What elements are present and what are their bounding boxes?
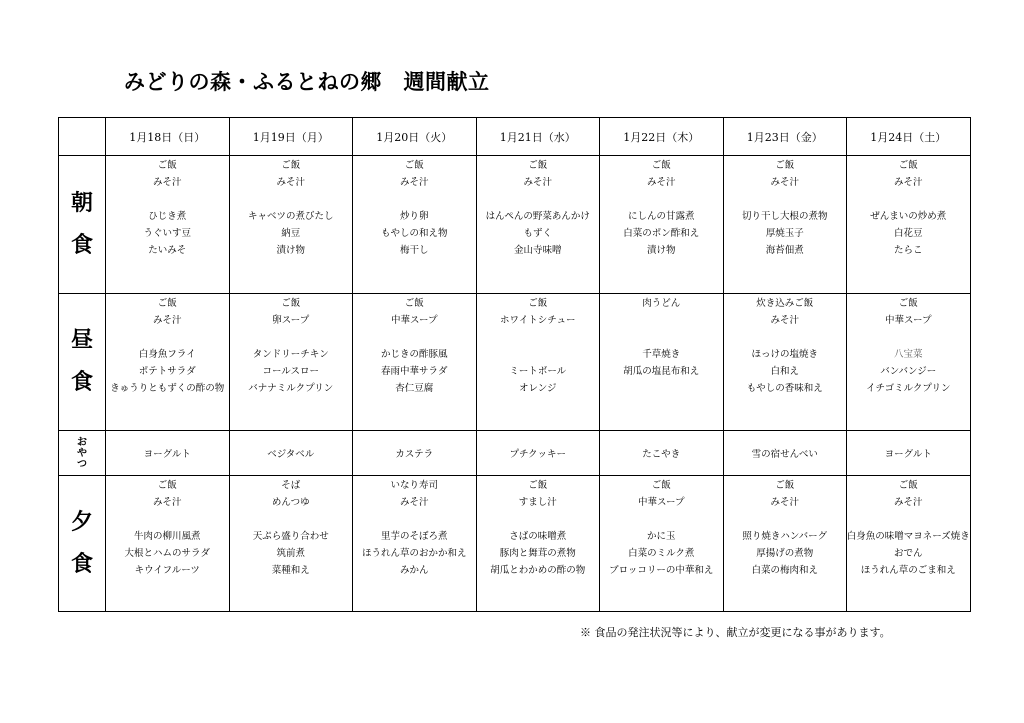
dinner-label-char: 夕 bbox=[70, 508, 93, 535]
day-header: 1月24日（土） bbox=[847, 118, 971, 156]
menu-item: ほうれん草のおかか和え bbox=[361, 548, 467, 559]
menu-item: みそ汁 bbox=[399, 177, 429, 188]
snack-cell: ヨーグルト bbox=[106, 431, 230, 476]
menu-item: ご飯 bbox=[157, 298, 177, 309]
menu-item: 炒り卵 bbox=[399, 211, 429, 222]
menu-item: にしんの甘露煮 bbox=[627, 211, 695, 222]
day-header: 1月23日（金） bbox=[723, 118, 847, 156]
menu-item: 胡瓜の塩昆布和え bbox=[623, 366, 700, 377]
menu-item: ぜんまいの炒め煮 bbox=[870, 211, 947, 222]
menu-item: ご飯 bbox=[898, 298, 918, 309]
menu-item: ホワイトシチュー bbox=[500, 315, 576, 326]
menu-item: 天ぷら盛り合わせ bbox=[252, 531, 329, 542]
menu-item: 納豆 bbox=[281, 228, 301, 239]
menu-item: ご飯 bbox=[157, 480, 177, 491]
menu-item: 杏仁豆腐 bbox=[395, 383, 434, 394]
menu-item: もやしの和え物 bbox=[380, 228, 448, 239]
menu-item: ご飯 bbox=[775, 480, 795, 491]
menu-item: ご飯 bbox=[651, 160, 671, 171]
menu-item: みそ汁 bbox=[893, 177, 923, 188]
menu-item: 切り干し大根の煮物 bbox=[741, 211, 828, 222]
breakfast-cell bbox=[600, 156, 724, 294]
breakfast-label bbox=[59, 156, 106, 294]
dinner-cell bbox=[106, 476, 230, 612]
menu-item: ご飯 bbox=[528, 480, 548, 491]
menu-item: 千草焼き bbox=[642, 349, 681, 360]
breakfast-cell bbox=[229, 156, 353, 294]
menu-item: ほうれん草のごま和え bbox=[860, 565, 956, 576]
menu-item: いなり寿司 bbox=[390, 480, 438, 491]
menu-item: 厚揚げの煮物 bbox=[756, 548, 814, 559]
menu-item: ポテトサラダ bbox=[138, 366, 196, 377]
menu-item: みそ汁 bbox=[646, 177, 676, 188]
menu-item: みそ汁 bbox=[152, 315, 182, 326]
menu-item: 肉うどん bbox=[642, 298, 681, 309]
menu-item: 白花豆 bbox=[893, 228, 923, 239]
menu-item: 白菜の梅肉和え bbox=[751, 565, 818, 576]
menu-item: 胡瓜とわかめの酢の物 bbox=[490, 565, 586, 576]
menu-item: きゅうりともずくの酢の物 bbox=[110, 383, 225, 394]
menu-item: ご飯 bbox=[404, 298, 424, 309]
lunch-cell bbox=[723, 294, 847, 431]
menu-item: すまし汁 bbox=[518, 497, 557, 508]
menu-item: みそ汁 bbox=[893, 497, 923, 508]
menu-item: はんぺんの野菜あんかけ bbox=[485, 211, 590, 222]
page-title: みどりの森・ふるとねの郷 週間献立 bbox=[124, 69, 490, 94]
breakfast-cell bbox=[476, 156, 600, 294]
day-header: 1月22日（木） bbox=[600, 118, 724, 156]
menu-item: たいみそ bbox=[148, 245, 187, 256]
lunch-cell bbox=[476, 294, 600, 431]
menu-item: 炊き込みご飯 bbox=[756, 298, 814, 309]
menu-item: キウイフルーツ bbox=[134, 565, 200, 576]
menu-item: ブロッコリーの中華和え bbox=[609, 565, 714, 576]
menu-item: 白菜のポン酢和え bbox=[623, 228, 700, 239]
menu-item: もやしの香味和え bbox=[746, 383, 823, 394]
menu-item: キャベツの煮びたし bbox=[247, 211, 334, 222]
dinner-cell bbox=[847, 476, 971, 612]
snack-cell: ヨーグルト bbox=[847, 431, 971, 476]
menu-item: ご飯 bbox=[404, 160, 424, 171]
menu-item: 春雨中華サラダ bbox=[381, 366, 448, 377]
menu-item: ミートボール bbox=[509, 366, 567, 377]
breakfast-cell bbox=[106, 156, 230, 294]
lunch-cell bbox=[600, 294, 724, 431]
snack-cell: たこやき bbox=[600, 431, 724, 476]
menu-item: みそ汁 bbox=[276, 177, 305, 188]
menu-item: ご飯 bbox=[528, 160, 548, 171]
menu-item: そば bbox=[281, 480, 301, 491]
menu-item: かじきの酢豚風 bbox=[380, 349, 448, 360]
menu-item: ご飯 bbox=[281, 160, 301, 171]
snack-label-char: つ bbox=[77, 458, 87, 470]
day-header: 1月19日（月） bbox=[229, 118, 353, 156]
menu-item: みそ汁 bbox=[399, 497, 429, 508]
dinner-cell bbox=[353, 476, 477, 612]
snack-label bbox=[59, 431, 106, 476]
dinner-label bbox=[59, 476, 106, 612]
day-header: 1月18日（日） bbox=[106, 118, 230, 156]
menu-item: 厚焼玉子 bbox=[765, 228, 804, 239]
menu-item: 中華スープ bbox=[637, 497, 685, 508]
menu-item: みそ汁 bbox=[770, 315, 799, 326]
menu-item: みそ汁 bbox=[770, 497, 799, 508]
menu-item: ひじき煮 bbox=[148, 211, 187, 222]
menu-item: たらこ bbox=[893, 245, 923, 256]
menu-item: タンドリーチキン bbox=[252, 349, 329, 360]
lunch-cell bbox=[229, 294, 353, 431]
menu-item: ご飯 bbox=[775, 160, 795, 171]
snack-label-char: お bbox=[77, 436, 87, 448]
menu-item: バンバンジー bbox=[880, 366, 937, 377]
menu-item: バナナミルクプリン bbox=[248, 383, 334, 394]
menu-item: 照り焼きハンバーグ bbox=[742, 531, 828, 542]
menu-item: かに玉 bbox=[646, 531, 676, 542]
menu-item: 海苔佃煮 bbox=[765, 245, 804, 256]
dinner-cell bbox=[229, 476, 353, 612]
menu-item: みそ汁 bbox=[152, 177, 182, 188]
change-notice: ※ 食品の発注状況等により、献立が変更になる事があります。 bbox=[580, 626, 891, 639]
menu-item: コールスロー bbox=[262, 366, 320, 377]
dinner-cell bbox=[476, 476, 600, 612]
menu-item: ほっけの塩焼き bbox=[751, 349, 818, 360]
day-header: 1月21日（水） bbox=[476, 118, 600, 156]
breakfast-row bbox=[59, 156, 971, 294]
menu-item: みそ汁 bbox=[770, 177, 799, 188]
menu-item: もずく bbox=[523, 228, 552, 239]
menu-item: ご飯 bbox=[898, 160, 918, 171]
menu-item: 豚肉と舞茸の煮物 bbox=[499, 548, 576, 559]
breakfast-cell bbox=[847, 156, 971, 294]
menu-item: ご飯 bbox=[528, 298, 548, 309]
menu-item: 漬け物 bbox=[276, 245, 305, 256]
menu-item: 白身魚フライ bbox=[138, 349, 196, 360]
menu-item: おでん bbox=[894, 548, 923, 559]
menu-item: さばの味噌煮 bbox=[509, 531, 567, 542]
dinner-cell bbox=[600, 476, 724, 612]
menu-item: めんつゆ bbox=[271, 497, 310, 508]
menu-item: 梅干し bbox=[399, 245, 429, 256]
menu-item: 金山寺味噌 bbox=[513, 245, 562, 256]
menu-item: 卵スープ bbox=[272, 315, 310, 326]
day-header-row bbox=[59, 118, 971, 156]
lunch-label-char: 昼 bbox=[70, 327, 93, 354]
breakfast-cell bbox=[353, 156, 477, 294]
day-header: 1月20日（火） bbox=[353, 118, 477, 156]
lunch-cell bbox=[106, 294, 230, 431]
menu-item: 漬け物 bbox=[646, 245, 676, 256]
menu-item: 白和え bbox=[770, 366, 799, 377]
weekly-menu-table bbox=[58, 117, 971, 612]
menu-item: 白菜のミルク煮 bbox=[628, 548, 695, 559]
lunch-row bbox=[59, 294, 971, 431]
snack-cell: カステラ bbox=[353, 431, 477, 476]
snack-label-char: や bbox=[77, 447, 87, 459]
menu-item: みかん bbox=[399, 565, 429, 576]
snack-cell: 雪の宿せんべい bbox=[723, 431, 847, 476]
menu-item: ご飯 bbox=[651, 480, 671, 491]
dinner-label-char: 食 bbox=[70, 550, 93, 577]
menu-item: みそ汁 bbox=[152, 497, 182, 508]
menu-item: イチゴミルクプリン bbox=[865, 383, 951, 394]
menu-item: 牛肉の柳川風煮 bbox=[133, 531, 201, 542]
snack-row bbox=[59, 431, 971, 476]
breakfast-cell bbox=[723, 156, 847, 294]
menu-item: 中華スープ bbox=[884, 315, 932, 326]
menu-item: ご飯 bbox=[157, 160, 177, 171]
menu-item: 大根とハムのサラダ bbox=[124, 548, 210, 559]
menu-item: 筑前煮 bbox=[276, 548, 305, 559]
menu-item: 菜種和え bbox=[271, 565, 310, 576]
menu-item: みそ汁 bbox=[523, 177, 552, 188]
lunch-label-char: 食 bbox=[70, 369, 93, 395]
menu-item: ご飯 bbox=[281, 298, 301, 309]
lunch-cell bbox=[847, 294, 971, 431]
corner-cell bbox=[59, 118, 106, 156]
menu-item: 中華スープ bbox=[390, 315, 438, 326]
dinner-row bbox=[59, 476, 971, 612]
breakfast-label-char: 食 bbox=[70, 231, 93, 258]
menu-item: 里芋のそぼろ煮 bbox=[380, 531, 448, 542]
lunch-label bbox=[59, 294, 106, 431]
snack-cell: プチクッキー bbox=[476, 431, 600, 476]
snack-cell: ベジタベル bbox=[229, 431, 353, 476]
menu-item: オレンジ bbox=[518, 383, 557, 394]
dinner-cell bbox=[723, 476, 847, 612]
menu-item: うぐいす豆 bbox=[143, 228, 191, 239]
lunch-cell bbox=[353, 294, 477, 431]
breakfast-label-char: 朝 bbox=[70, 189, 93, 216]
menu-item: ご飯 bbox=[898, 480, 918, 491]
menu-item: 白身魚の味噌マヨネーズ焼き bbox=[846, 531, 970, 542]
menu-item: 八宝菜 bbox=[893, 349, 923, 360]
